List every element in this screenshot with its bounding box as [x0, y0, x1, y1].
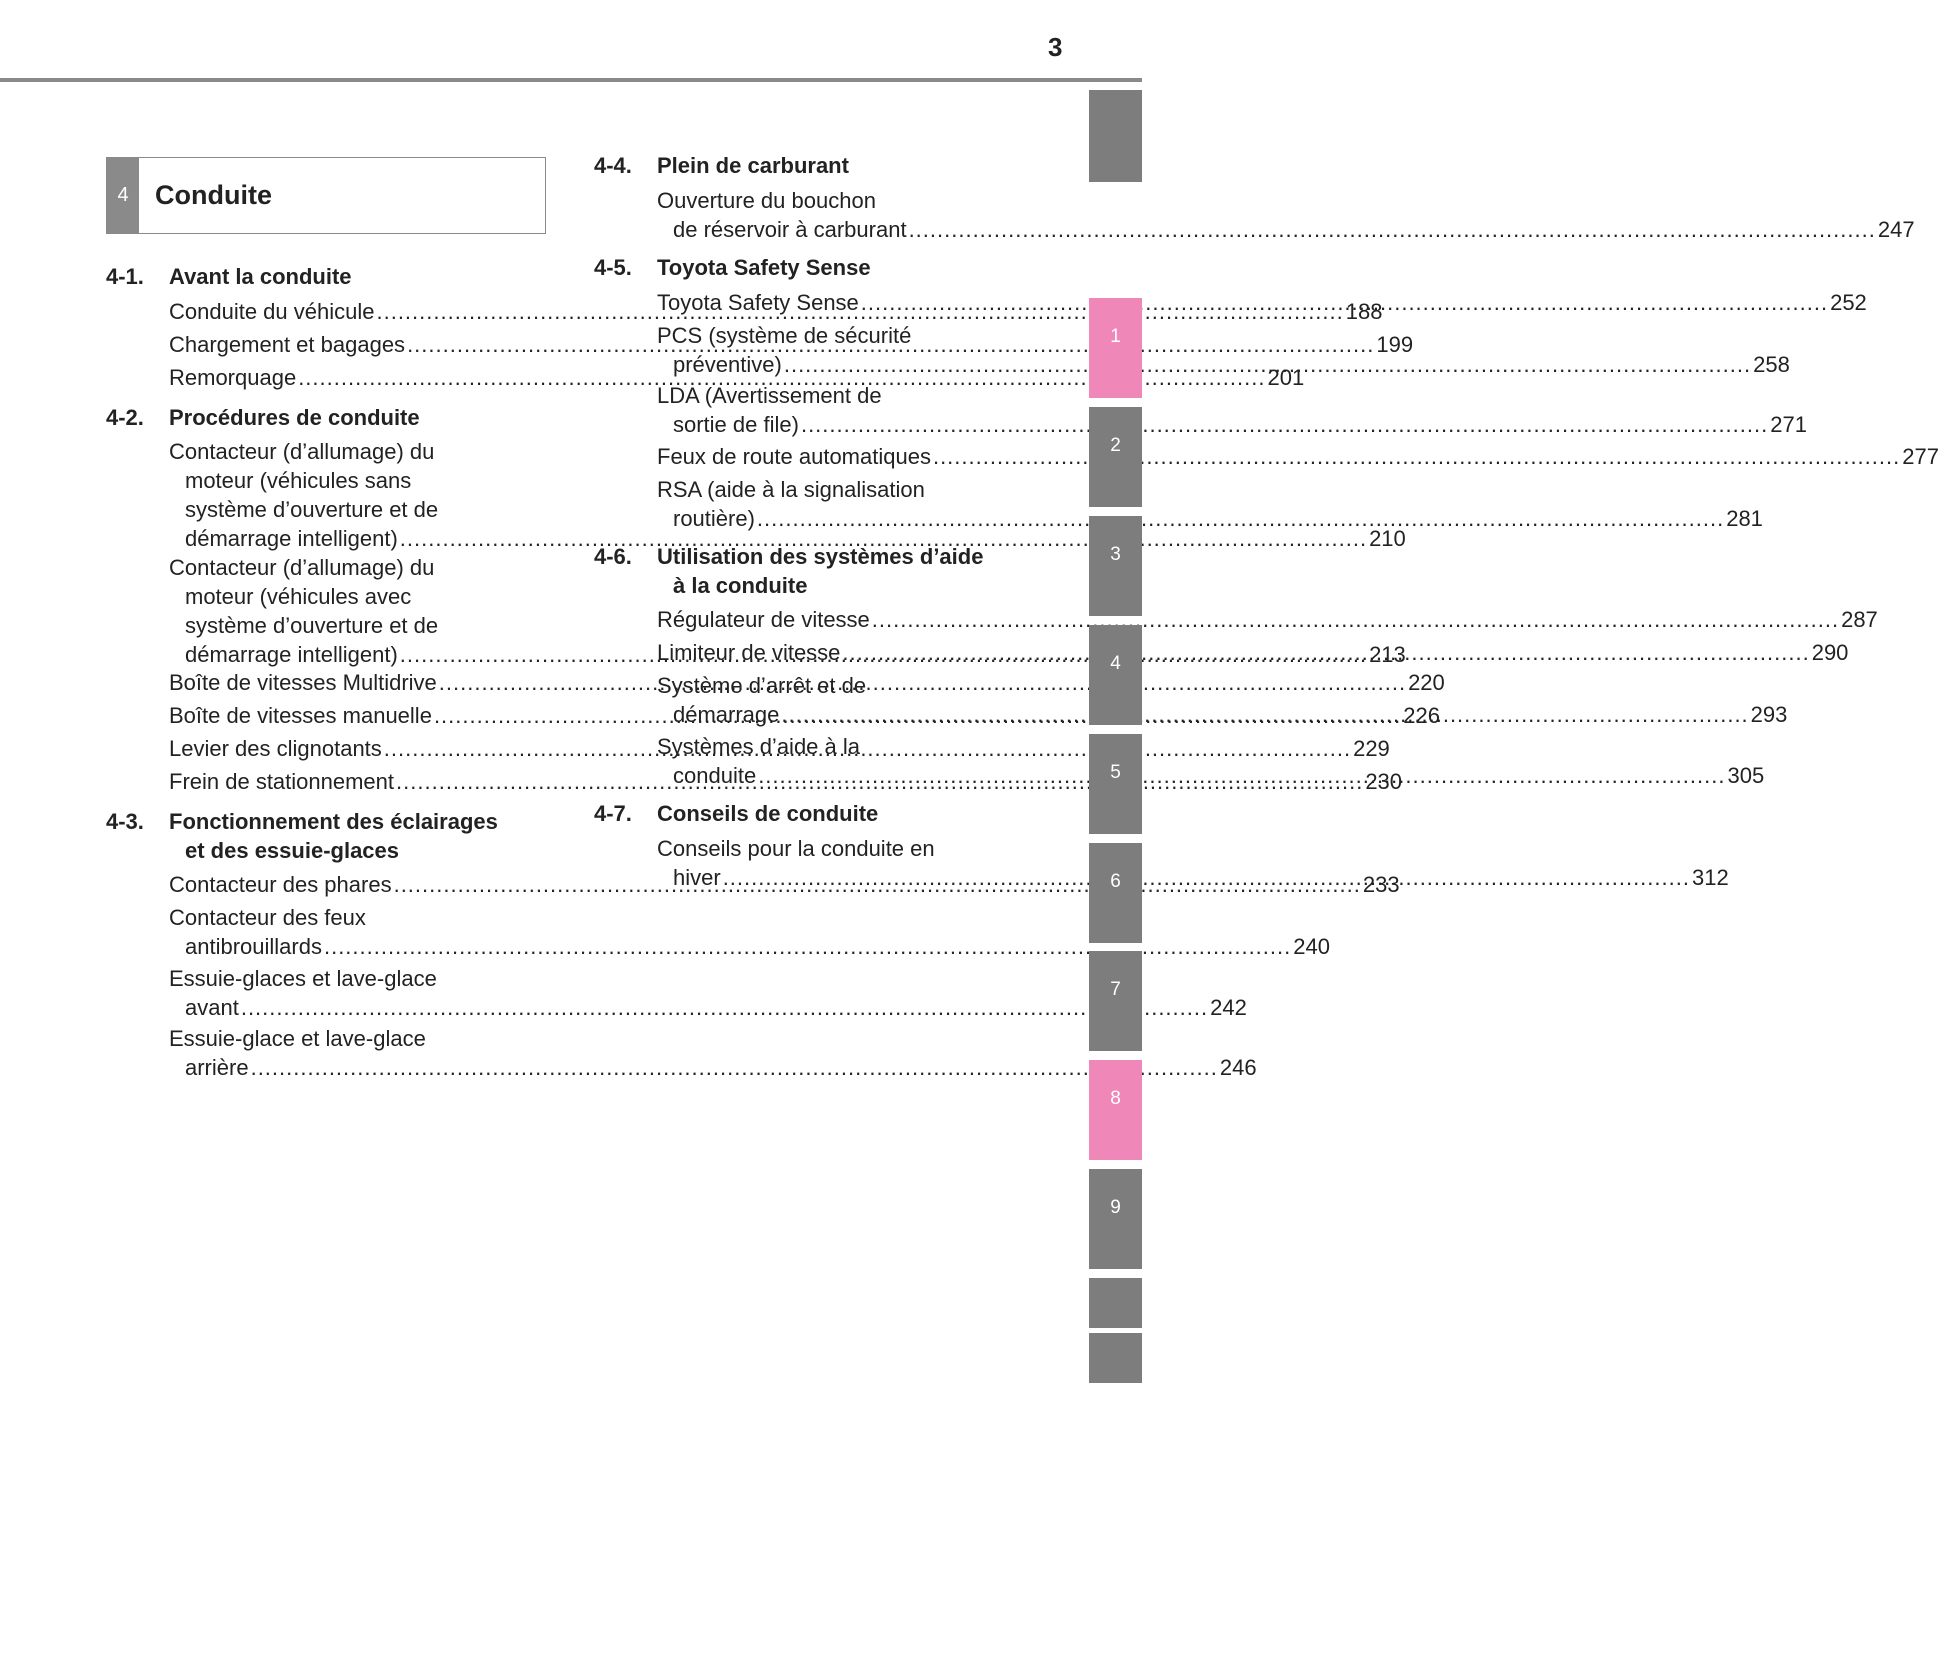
toc-entry-title: Feux de route automatiques	[657, 443, 931, 469]
toc-entry-page: 230	[1365, 769, 1403, 794]
toc-entry-page: 220	[1408, 670, 1445, 695]
toc-entry-leader-line	[169, 993, 1247, 1022]
chapter-tab[interactable]	[1089, 1278, 1142, 1328]
toc-entry-title: Conduite du véhicule	[169, 298, 375, 324]
toc-entry-title: Remorquage	[169, 364, 297, 390]
chapter-tab-1[interactable]	[1089, 298, 1142, 398]
section-number: 4-7.	[594, 801, 632, 826]
dot-leader	[933, 444, 1900, 469]
toc-entry-title: démarrage intelligent)	[185, 641, 398, 667]
section-number: 4-4.	[594, 153, 632, 178]
chapter-tab-label	[1089, 90, 1142, 118]
dot-leader	[251, 1055, 1218, 1080]
toc-entry-page: 201	[1267, 364, 1305, 390]
chapter-tab-label: 7	[1110, 979, 1121, 1000]
toc-entry-title: Levier des clignotants	[169, 736, 382, 761]
chapter-tab-3[interactable]	[1089, 516, 1142, 616]
section-number: 4-1.	[106, 264, 144, 289]
section-number: 4-2.	[106, 404, 144, 430]
dot-leader	[861, 290, 1828, 315]
toc-entry-page: 240	[1293, 934, 1330, 959]
chapter-tab-label: 4	[1110, 653, 1121, 674]
dot-leader	[723, 865, 1690, 890]
toc-entry-line: PCS (système de sécurité	[657, 322, 912, 348]
section-title-line: Toyota Safety Sense	[657, 255, 871, 280]
toc-entry-leader-line	[657, 442, 1939, 471]
chapter-tab-label: 3	[1110, 544, 1121, 565]
dot-leader	[758, 763, 1725, 788]
toc-entry-page: 293	[1750, 702, 1788, 727]
toc-entry-page: 247	[1877, 216, 1915, 242]
toc-entry-line: Système d’arrêt et de	[657, 673, 867, 698]
toc-entry-page: 258	[1753, 351, 1790, 377]
toc-entry[interactable]	[169, 903, 1330, 961]
toc-entry-title: Contacteur des phares	[169, 872, 392, 897]
toc-entry-page: 199	[1376, 331, 1414, 357]
section-title-line: à la conduite	[673, 573, 808, 598]
toc-entry-page: 210	[1369, 526, 1406, 551]
toc-entry[interactable]	[657, 381, 1807, 439]
toc-entry-page: 305	[1727, 762, 1765, 788]
section-title	[169, 807, 539, 865]
section-title	[657, 799, 1027, 828]
toc-entry-page: 312	[1691, 864, 1729, 890]
toc-entry-leader-line	[169, 524, 1406, 553]
toc-entry-leader-line	[169, 932, 1330, 961]
chapter-tab-label: 2	[1110, 435, 1121, 456]
dot-leader	[241, 995, 1208, 1020]
chapter-number: 4	[107, 158, 139, 233]
dot-leader	[781, 702, 1748, 727]
toc-entry-title: avant	[185, 994, 239, 1020]
toc-entry-title: Frein de stationnement	[169, 769, 395, 794]
dot-leader	[784, 352, 1751, 377]
dot-leader	[909, 217, 1876, 242]
toc-entry-line: RSA (aide à la signalisation	[657, 476, 925, 502]
section-title-line: Fonctionnement des éclairages	[169, 809, 498, 834]
toc-entry-line: Contacteur (d’allumage) du	[169, 439, 435, 464]
toc-entry-page: 290	[1811, 640, 1849, 665]
toc-entry-page: 188	[1345, 298, 1383, 324]
toc-entry-line: Contacteur des feux	[169, 905, 366, 930]
chapter-tab-label: 1	[1110, 326, 1121, 347]
section-title-line: Avant la conduite	[169, 264, 352, 289]
toc-entry-title: antibrouillards	[185, 934, 322, 959]
toc-entry-title: Chargement et bagages	[169, 331, 406, 357]
section-title	[657, 151, 1027, 180]
chapter-title: Conduite	[155, 180, 272, 210]
toc-entry-title: sortie de file)	[673, 412, 799, 437]
toc-entry-title: démarrage	[673, 702, 780, 727]
section-title	[169, 403, 539, 432]
toc-entry-leader-line	[657, 215, 1915, 244]
toc-entry-page: 226	[1403, 703, 1440, 728]
dot-leader	[757, 506, 1724, 531]
section-title-line: Plein de carburant	[657, 153, 849, 178]
toc-entry-page: 233	[1362, 872, 1400, 897]
toc-entry-page: 287	[1841, 607, 1878, 632]
section-title-line: et des essuie-glaces	[185, 838, 400, 863]
dot-leader	[842, 640, 1809, 665]
chapter-tab-6[interactable]	[1089, 843, 1142, 943]
toc-entry-title: routière)	[673, 505, 755, 531]
chapter-tab-2[interactable]	[1089, 407, 1142, 507]
toc-entry-page: 277	[1902, 443, 1939, 469]
toc-entry-leader-line	[657, 605, 1878, 634]
toc-entry-page: 271	[1770, 412, 1807, 437]
toc-entry[interactable]	[657, 186, 1915, 244]
toc-entry-title: préventive)	[673, 351, 782, 377]
toc-entry[interactable]	[657, 442, 1939, 471]
toc-entry[interactable]	[657, 605, 1878, 634]
chapter-tab-label	[1089, 1278, 1142, 1306]
toc-entry[interactable]	[657, 475, 1763, 533]
toc-entry-line: LDA (Avertissement de	[657, 383, 882, 408]
chapter-tab-7[interactable]	[1089, 951, 1142, 1051]
section-title-line: Procédures de conduite	[169, 404, 420, 430]
toc-entry-title: Boîte de vitesses Multidrive	[169, 670, 437, 695]
toc-entry-title: conduite	[673, 762, 757, 788]
toc-entry-line: Conseils pour la conduite en	[657, 835, 935, 861]
toc-entry-title: démarrage intelligent)	[185, 526, 398, 551]
toc-entry-line: Essuie-glace et lave-glace	[169, 1026, 426, 1051]
toc-entry[interactable]	[169, 1024, 1257, 1082]
toc-entry-line: Essuie-glaces et lave-glace	[169, 965, 437, 991]
toc-entry-line: Contacteur (d’allumage) du	[169, 554, 435, 580]
chapter-tab-label: 9	[1110, 1197, 1121, 1218]
section-number: 4-3.	[106, 809, 144, 834]
toc-entry-title: hiver	[673, 864, 721, 890]
toc-entry-page: 213	[1369, 641, 1406, 667]
chapter-tab[interactable]	[1089, 1333, 1142, 1383]
toc-entry-page: 229	[1353, 736, 1390, 761]
chapter-tab[interactable]	[1089, 90, 1142, 182]
toc-entry-page: 281	[1726, 505, 1763, 531]
toc-entry-line: Systèmes d’aide à la	[657, 733, 860, 759]
toc-entry-title: de réservoir à carburant	[673, 216, 907, 242]
dot-leader	[324, 934, 1291, 959]
section-title	[657, 542, 1027, 600]
toc-entry-line: moteur (véhicules sans	[185, 468, 412, 493]
header-rule	[0, 78, 1142, 82]
chapter-tab-label: 6	[1110, 871, 1121, 892]
chapter-tab-label	[1089, 1333, 1142, 1361]
section-title-line: Conseils de conduite	[657, 801, 879, 826]
chapter-tab-4[interactable]	[1089, 625, 1142, 725]
toc-entry-line: système d’ouverture et de	[185, 497, 439, 522]
toc-entry[interactable]	[169, 964, 1247, 1022]
toc-entry-line: système d’ouverture et de	[185, 612, 439, 638]
chapter-header	[106, 157, 546, 234]
toc-entry-page: 246	[1219, 1055, 1257, 1080]
toc-entry-title: Régulateur de vitesse	[657, 607, 870, 632]
chapter-tab-label: 5	[1110, 762, 1121, 783]
chapter-tab-5[interactable]	[1089, 734, 1142, 834]
toc-entry-line: Ouverture du bouchon	[657, 187, 876, 213]
section-number: 4-6.	[594, 544, 632, 569]
toc-entry-leader-line	[657, 504, 1763, 533]
toc-entry-page: 242	[1210, 994, 1247, 1020]
chapter-tab-9[interactable]	[1089, 1169, 1142, 1269]
toc-entry-title: Limiteur de vitesse	[657, 640, 841, 665]
section-number: 4-5.	[594, 255, 632, 280]
toc-entry-line: moteur (véhicules avec	[185, 583, 412, 609]
chapter-tab-8[interactable]	[1089, 1060, 1142, 1160]
chapter-tab-label: 8	[1110, 1088, 1121, 1109]
toc-entry-leader-line	[169, 1053, 1257, 1082]
toc-entry-leader-line	[657, 410, 1807, 439]
page-number: 3	[1048, 32, 1063, 62]
dot-leader	[801, 412, 1768, 437]
dot-leader	[872, 607, 1839, 632]
section-title	[169, 262, 539, 291]
section-title-line: Utilisation des systèmes d’aide	[657, 544, 984, 569]
toc-entry-title: Boîte de vitesses manuelle	[169, 703, 432, 728]
toc-entry-page: 252	[1830, 289, 1867, 315]
section-title	[657, 253, 1027, 282]
toc-entry-title: arrière	[185, 1055, 249, 1080]
toc-entry-title: Toyota Safety Sense	[657, 289, 859, 315]
